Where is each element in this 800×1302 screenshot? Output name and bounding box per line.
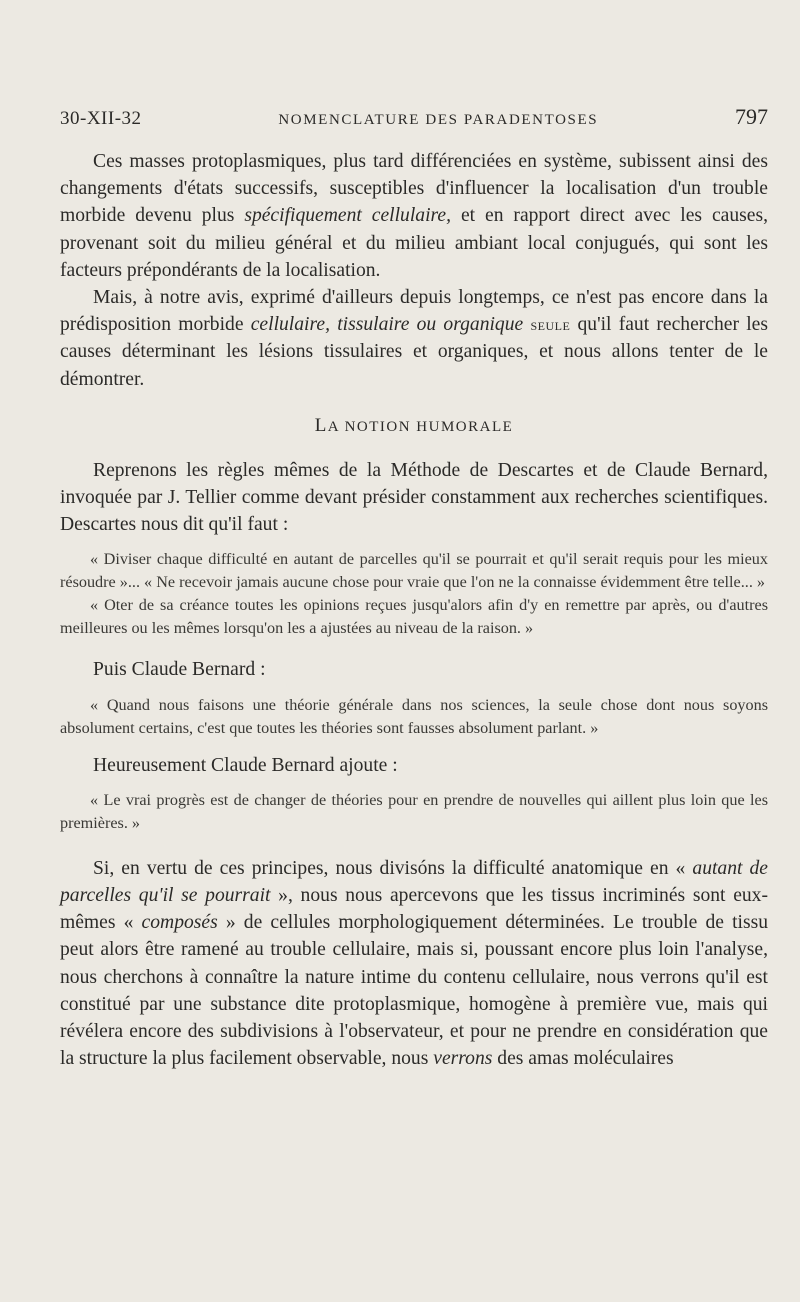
text-span: des amas moléculaires [492, 1048, 674, 1070]
text-span: », nous nous apercevons que les tissus incriminés sont eux-mêmes « [60, 885, 769, 934]
paragraph-puis-bernard: Puis Claude Bernard : [93, 659, 266, 681]
quote-descartes-2: « Oter de sa créance toutes les opinions reçues jusqu'alors afin d'y en remettre par après, ou d'autres meilleures ou les mêmes lorsqu'on les a ajustées au niveau de la raison. » [60, 596, 768, 638]
italic-span: composés [141, 912, 218, 934]
italic-span: spécifiquement cellulaire, [244, 205, 452, 227]
header-date: 30-XII-32 [60, 108, 142, 129]
heading-rest: NOTION HUMORALE [344, 418, 514, 435]
paragraph-heureusement: Heureusement Claude Bernard ajoute : [93, 754, 398, 776]
text-span: Si, en vertu de ces principes, nous divisóns la difficulté anatomique en « [93, 857, 693, 879]
quote-bernard-2: « Le vrai progrès est de changer de théories pour en prendre de nouvelles qui aillent plus loin que les premières. » [60, 790, 768, 832]
italic-span: cellulaire, tissulaire ou organique [250, 314, 524, 336]
italic-span: autant de parcelles qu'il se pourrait [60, 857, 768, 907]
paragraph-masses [60, 148, 768, 284]
section-heading [60, 415, 768, 437]
heading-initial: L [314, 414, 328, 436]
quote-bernard-1: « Quand nous faisons une théorie générale dans nos sciences, la seule chose dont nous soyons absolument certains, c'est que toutes les théories sont fausses absolument parlant. » [60, 695, 768, 737]
paragraph-descartes: Reprenons les règles mêmes de la Méthode de Descartes et de Claude Bernard, invoquée par J. Tellier comme devant présider constamment aux recherches scientifiques. Descartes nous dit qu'il faut : [60, 459, 768, 536]
text-span: » de cellules morphologiquement déterminées. Le trouble de tissu peut alors être ramené au trouble cellulaire, mais si, poussant encore plus loin l'analyse, nous cherchons à connaître la nature intime du contenu cellulaire, nous verrons qu'il est constitué par une substance dite protoplasmique, homogène à première vue, mais qui révélera encore des subdivisions à l'observateur, et pour ne prendre en considération que la structure la plus facilement observable, nous [60, 912, 769, 1070]
quote-descartes-1: « Diviser chaque difficulté en autant de parcelles qu'il se pourrait et qu'il serait requis pour les mieux résoudre »... « Ne recevoir jamais aucune chose pour vraie que l'on ne la connaisse évidemment être telle... » [60, 550, 768, 592]
paragraph-avis [60, 284, 768, 393]
text-span: et en rapport direct avec les causes, provenant soit du milieu général et du milieu ambiant local conjugués, qui sont les facteurs prépondérants de la localisation. [60, 205, 768, 281]
italic-span: verrons [433, 1048, 493, 1070]
smallcaps-span: seule [530, 315, 571, 335]
text-span: Ces masses protoplasmiques, plus tard différenciées en système, subissent ainsi des changements d'états successifs, susceptibles d'influencer la localisation d'un trouble morbide devenu plus [60, 151, 768, 227]
page-header [60, 104, 768, 130]
heading-word-rest: A [327, 418, 340, 435]
running-title: NOMENCLATURE DES PARADENTOSES [278, 112, 599, 128]
text-span: qu'il faut rechercher les causes déterminant les lésions tissulaires et organiques, et nous allons tenter de le démontrer. [60, 314, 768, 390]
page-number: 797 [735, 104, 768, 129]
text-span: Mais, à notre avis, exprimé d'ailleurs depuis longtemps, ce n'est pas encore dans la prédisposition morbide [60, 287, 768, 336]
paragraph-principes [60, 855, 768, 1073]
